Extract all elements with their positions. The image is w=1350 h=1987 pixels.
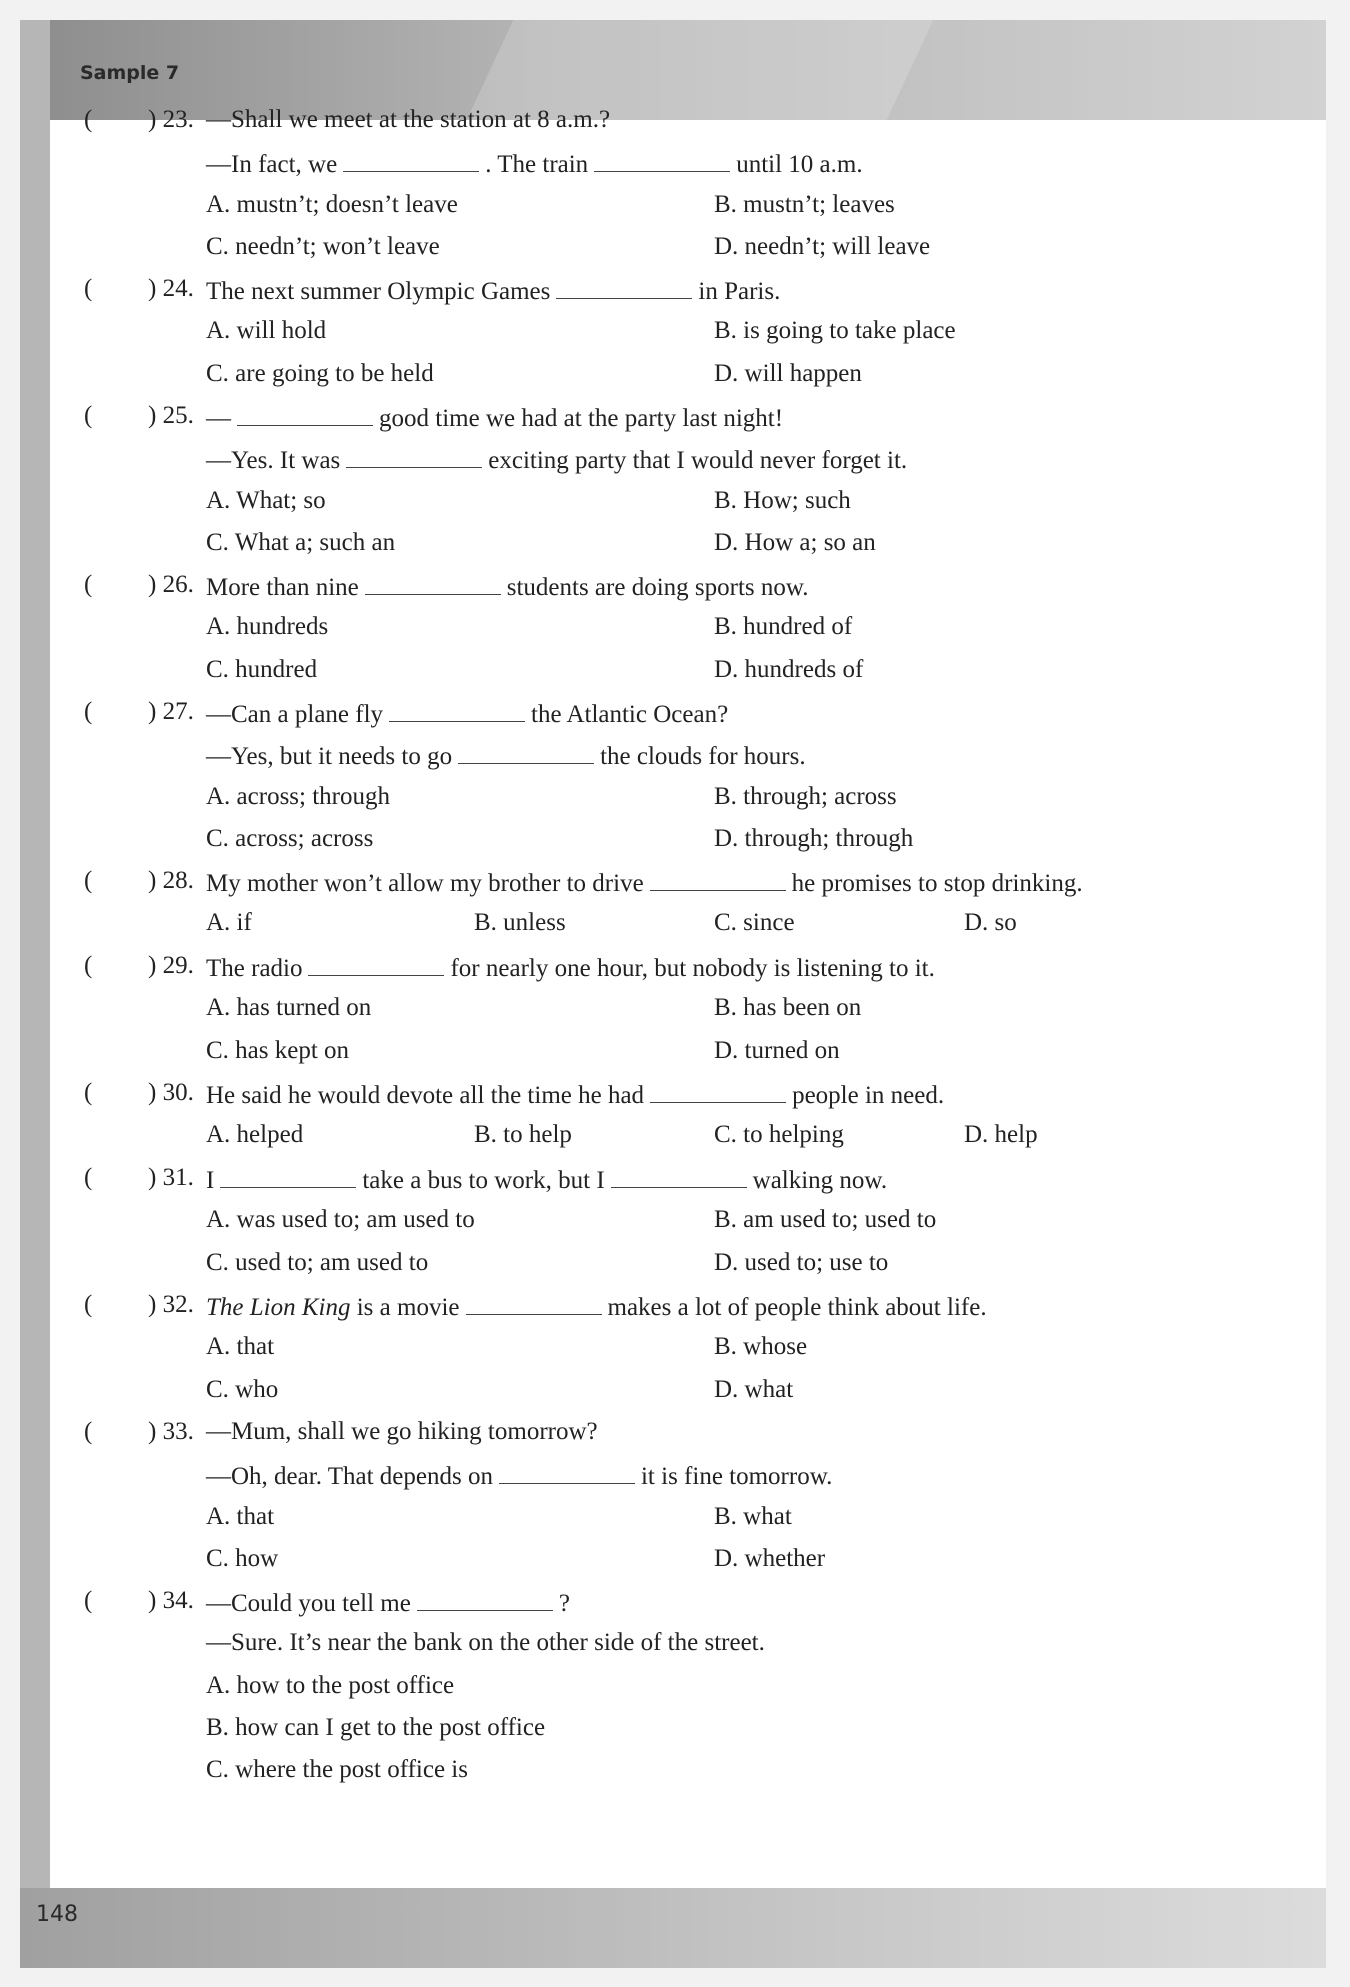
option-a: A. that [206, 1333, 275, 1361]
option-c: C. needn’t; won’t leave [206, 232, 440, 260]
option-a: A. that [206, 1502, 275, 1530]
option-d: D. whether [714, 1544, 826, 1572]
question-stem: I take a bus to work, but I walking now. [206, 1157, 887, 1202]
question-number: ) 33. [148, 1418, 194, 1445]
question-stem: My mother won’t allow my brother to drive he promises to stop drinking. [206, 860, 1083, 905]
option-c: C. are going to be held [206, 359, 434, 387]
option-b: B. unless [474, 909, 566, 937]
question-31 [0, 1157, 1350, 1284]
option-b: B. through; across [714, 782, 897, 810]
question-number: ) 29. [148, 952, 194, 979]
question-33 [0, 1411, 1350, 1580]
option-a: A. across; through [206, 782, 390, 810]
question-stem: — good time we had at the party last night! [206, 395, 783, 440]
option-c: C. hundred [206, 655, 318, 683]
option-d: D. through; through [714, 824, 914, 852]
question-number: ) 24. [148, 275, 194, 302]
question-number: ) 26. [148, 571, 194, 598]
question-stem: —Can a plane fly the Atlantic Ocean? [206, 691, 728, 736]
option-c: C. to helping [714, 1121, 844, 1149]
option-a: A. helped [206, 1121, 304, 1149]
option-d: D. needn’t; will leave [714, 232, 931, 260]
sample-label: Sample 7 [80, 62, 180, 84]
question-dialog-line: —Yes. It was exciting party that I would never forget it. [206, 437, 907, 482]
answer-blank [237, 395, 373, 426]
option-b: B. has been on [714, 994, 862, 1022]
answer-blank [466, 1284, 602, 1315]
question-32 [0, 1284, 1350, 1411]
question-stem: The next summer Olympic Games in Paris. [206, 268, 780, 313]
question-number: ) 32. [148, 1291, 194, 1318]
option-d: D. How a; so an [714, 528, 876, 556]
option-b: B. is going to take place [714, 317, 956, 345]
option-b: B. mustn’t; leaves [714, 190, 895, 218]
question-stem: —Shall we meet at the station at 8 a.m.? [206, 106, 611, 133]
option-d: D. help [964, 1121, 1038, 1149]
answer-blank [417, 1580, 553, 1611]
option-d: D. used to; use to [714, 1248, 889, 1276]
question-number: ) 30. [148, 1079, 194, 1106]
question-number: ) 34. [148, 1587, 194, 1614]
option-b: B. How; such [714, 486, 851, 514]
question-stem: The radio for nearly one hour, but nobody is listening to it. [206, 945, 935, 990]
option-c: C. has kept on [206, 1036, 350, 1064]
question-29 [0, 945, 1350, 1072]
option-a: A. mustn’t; doesn’t leave [206, 190, 458, 218]
question-stem: He said he would devote all the time he had people in need. [206, 1072, 944, 1117]
answer-bracket[interactable]: ( [84, 1587, 93, 1614]
movie-title: The Lion King [206, 1294, 351, 1321]
page-number: 148 [36, 1902, 78, 1927]
question-34 [0, 1580, 1350, 1791]
option-c: C. used to; am used to [206, 1248, 429, 1276]
answer-blank [346, 437, 482, 468]
answer-blank [389, 691, 525, 722]
question-27 [0, 691, 1350, 860]
answer-bracket[interactable]: ( [84, 571, 93, 598]
question-number: ) 25. [148, 402, 194, 429]
option-a: A. was used to; am used to [206, 1206, 475, 1234]
question-number: ) 23. [148, 106, 194, 133]
question-dialog-line: —Sure. It’s near the bank on the other side of the street. [206, 1629, 765, 1657]
question-dialog-line: —Oh, dear. That depends on it is fine tomorrow. [206, 1453, 832, 1498]
question-number: ) 31. [148, 1164, 194, 1191]
answer-bracket[interactable]: ( [84, 1164, 93, 1191]
option-c: C. across; across [206, 824, 374, 852]
option-c: C. how [206, 1544, 279, 1572]
answer-bracket[interactable]: ( [84, 106, 93, 133]
question-23 [0, 99, 1350, 268]
option-c: C. where the post office is [206, 1756, 468, 1784]
option-d: D. turned on [714, 1036, 840, 1064]
option-c: C. since [714, 909, 795, 937]
answer-blank [650, 860, 786, 891]
option-b: B. whose [714, 1333, 808, 1361]
question-28 [0, 860, 1350, 945]
answer-bracket[interactable]: ( [84, 867, 93, 894]
answer-bracket[interactable]: ( [84, 402, 93, 429]
question-stem: The Lion King is a movie makes a lot of people think about life. [206, 1284, 987, 1329]
answer-blank [499, 1453, 635, 1484]
answer-bracket[interactable]: ( [84, 1418, 93, 1445]
question-25 [0, 395, 1350, 564]
answer-bracket[interactable]: ( [84, 275, 93, 302]
option-a: A. how to the post office [206, 1671, 455, 1699]
answer-blank [365, 564, 501, 595]
answer-bracket[interactable]: ( [84, 1291, 93, 1318]
answer-bracket[interactable]: ( [84, 698, 93, 725]
question-stem: —Mum, shall we go hiking tomorrow? [206, 1418, 598, 1445]
option-b: B. to help [474, 1121, 572, 1149]
option-b: B. am used to; used to [714, 1206, 937, 1234]
answer-blank [308, 945, 444, 976]
option-a: A. hundreds [206, 613, 329, 641]
option-d: D. so [964, 909, 1017, 937]
option-d: D. what [714, 1375, 794, 1403]
answer-blank [343, 141, 479, 172]
question-24 [0, 268, 1350, 395]
answer-bracket[interactable]: ( [84, 1079, 93, 1106]
answer-blank [220, 1157, 356, 1188]
option-d: D. hundreds of [714, 655, 864, 683]
answer-blank [458, 733, 594, 764]
option-a: A. What; so [206, 486, 326, 514]
option-a: A. will hold [206, 317, 327, 345]
question-26 [0, 564, 1350, 691]
answer-blank [611, 1157, 747, 1188]
question-dialog-line: —Yes, but it needs to go the clouds for hours. [206, 733, 806, 778]
answer-blank [556, 268, 692, 299]
question-dialog-line: —In fact, we . The train until 10 a.m. [206, 141, 863, 186]
option-b: B. hundred of [714, 613, 853, 641]
question-number: ) 28. [148, 867, 194, 894]
question-30 [0, 1072, 1350, 1157]
question-stem: —Could you tell me ? [206, 1580, 570, 1625]
option-c: C. What a; such an [206, 528, 396, 556]
option-b: B. what [714, 1502, 792, 1530]
option-c: C. who [206, 1375, 279, 1403]
answer-blank [594, 141, 730, 172]
answer-bracket[interactable]: ( [84, 952, 93, 979]
question-number: ) 27. [148, 698, 194, 725]
option-a: A. if [206, 909, 252, 937]
question-stem: More than nine students are doing sports now. [206, 564, 809, 609]
option-b: B. how can I get to the post office [206, 1713, 546, 1741]
option-d: D. will happen [714, 359, 862, 387]
option-a: A. has turned on [206, 994, 372, 1022]
answer-blank [650, 1072, 786, 1103]
